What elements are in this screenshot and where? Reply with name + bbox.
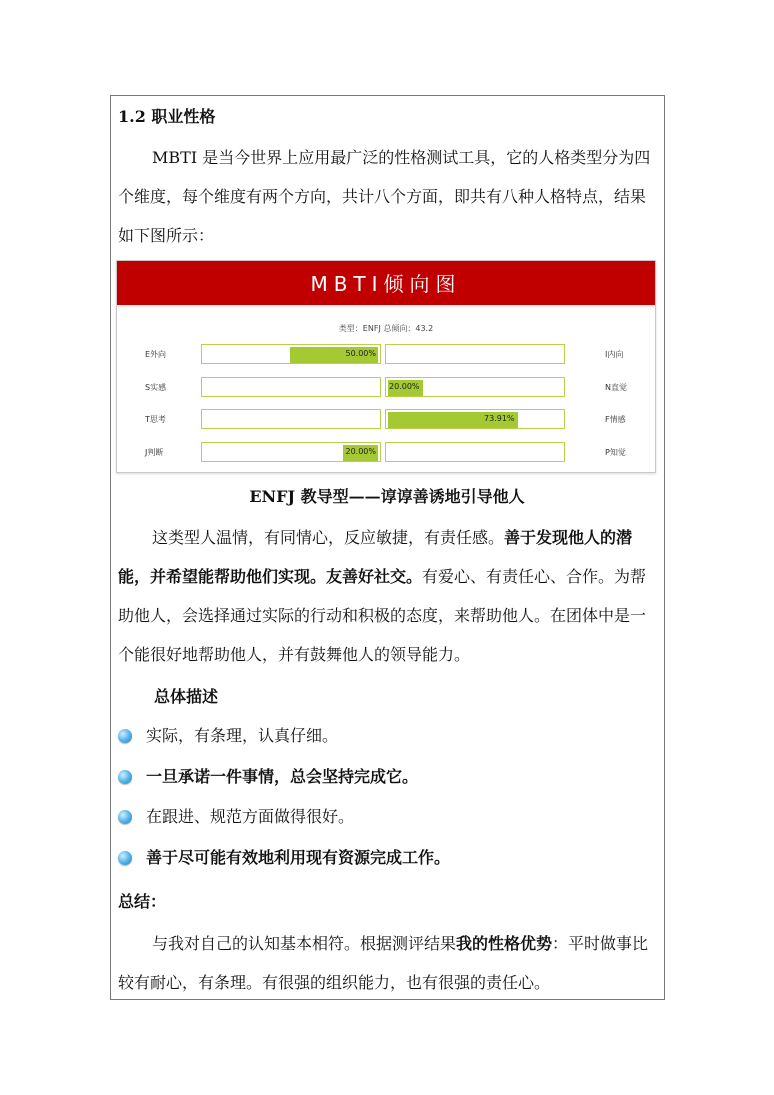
overview-item-text: 一旦承诺一件事情，总会坚持完成它。 <box>146 767 419 786</box>
description-paragraph <box>118 518 658 674</box>
intro-paragraph <box>118 138 658 255</box>
row-right-label: P知觉 <box>605 447 626 457</box>
bar-track-right <box>385 409 565 429</box>
blue-ball-bullet-icon <box>118 729 132 743</box>
bar-track-right <box>385 344 565 364</box>
overview-item <box>118 847 450 869</box>
description-text-1: 这类型人温情，有同情心，反应敏捷，有责任感。 <box>152 528 505 547</box>
summary-text-2: ：平时做事比较有耐心，有条理。有很强的组织能力，也有很强的责任心。 <box>118 934 649 992</box>
summary-paragraph <box>118 924 658 1002</box>
summary-text-1: 与我对自己的认知基本相符。根据测评结果 <box>152 934 457 953</box>
overview-item <box>118 806 354 828</box>
row-right-label: F情感 <box>605 415 626 424</box>
chart-subtitle: 类型：ENFJ 总倾向：43.2 <box>338 324 434 333</box>
description-bold-1: 善于发现他人的潜能，并希望能帮助他们实现。友善好社交。 <box>118 528 633 586</box>
bar-value-label: 20.00% <box>345 446 376 456</box>
overview-item-text: 实际，有条理，认真仔细。 <box>146 726 339 745</box>
row-right-label: N直觉 <box>605 382 627 392</box>
row-right-label: I内向 <box>605 350 624 359</box>
bar-value-label: 20.00% <box>389 381 420 391</box>
overview-item <box>118 766 418 788</box>
bar-track-left <box>201 377 381 397</box>
bar-value-label: 73.91% <box>484 414 515 423</box>
mbti-chart <box>116 260 656 473</box>
intro-text: MBTI 是当今世界上应用最广泛的性格测试工具，它的人格类型分为四个维度，每个维度有两个方向，共计八个方面，即共有八种人格特点，结果如下图所示： <box>118 148 651 245</box>
row-left-label: T思考 <box>145 415 166 424</box>
section-heading: 1.2 职业性格 <box>118 107 216 126</box>
bar-track-left <box>201 409 381 429</box>
bar-track-left <box>201 442 381 462</box>
chart-title: MBTI倾向图 <box>117 261 655 305</box>
bar-track-right <box>385 377 565 397</box>
blue-ball-bullet-icon <box>118 851 132 865</box>
overview-item-text: 善于尽可能有效地利用现有资源完成工作。 <box>146 848 451 867</box>
summary-bold-1: 我的性格优势 <box>456 934 553 953</box>
bar-track-left <box>201 344 381 364</box>
blue-ball-bullet-icon <box>118 770 132 784</box>
summary-label: 总结： <box>118 892 167 911</box>
row-left-label: J判断 <box>145 447 164 457</box>
blue-ball-bullet-icon <box>118 810 132 824</box>
bar-track-right <box>385 442 565 462</box>
overview-item-text: 在跟进、规范方面做得很好。 <box>146 807 355 826</box>
row-left-label: E外向 <box>145 350 167 359</box>
description-text-2: 有爱心、有责任心、合作。为帮助他人，会选择通过实际的行动和积极的态度，来帮助他人。在团体中是一个能很好地帮助他人，并有鼓舞他人的领导能力。 <box>118 567 647 664</box>
bar-value-label: 50.00% <box>345 349 376 358</box>
type-title: ENFJ 教导型——谆谆善诱地引导他人 <box>249 487 525 506</box>
row-left-label: S实感 <box>145 382 167 392</box>
overview-heading: 总体描述 <box>154 687 219 706</box>
overview-item <box>118 725 338 747</box>
